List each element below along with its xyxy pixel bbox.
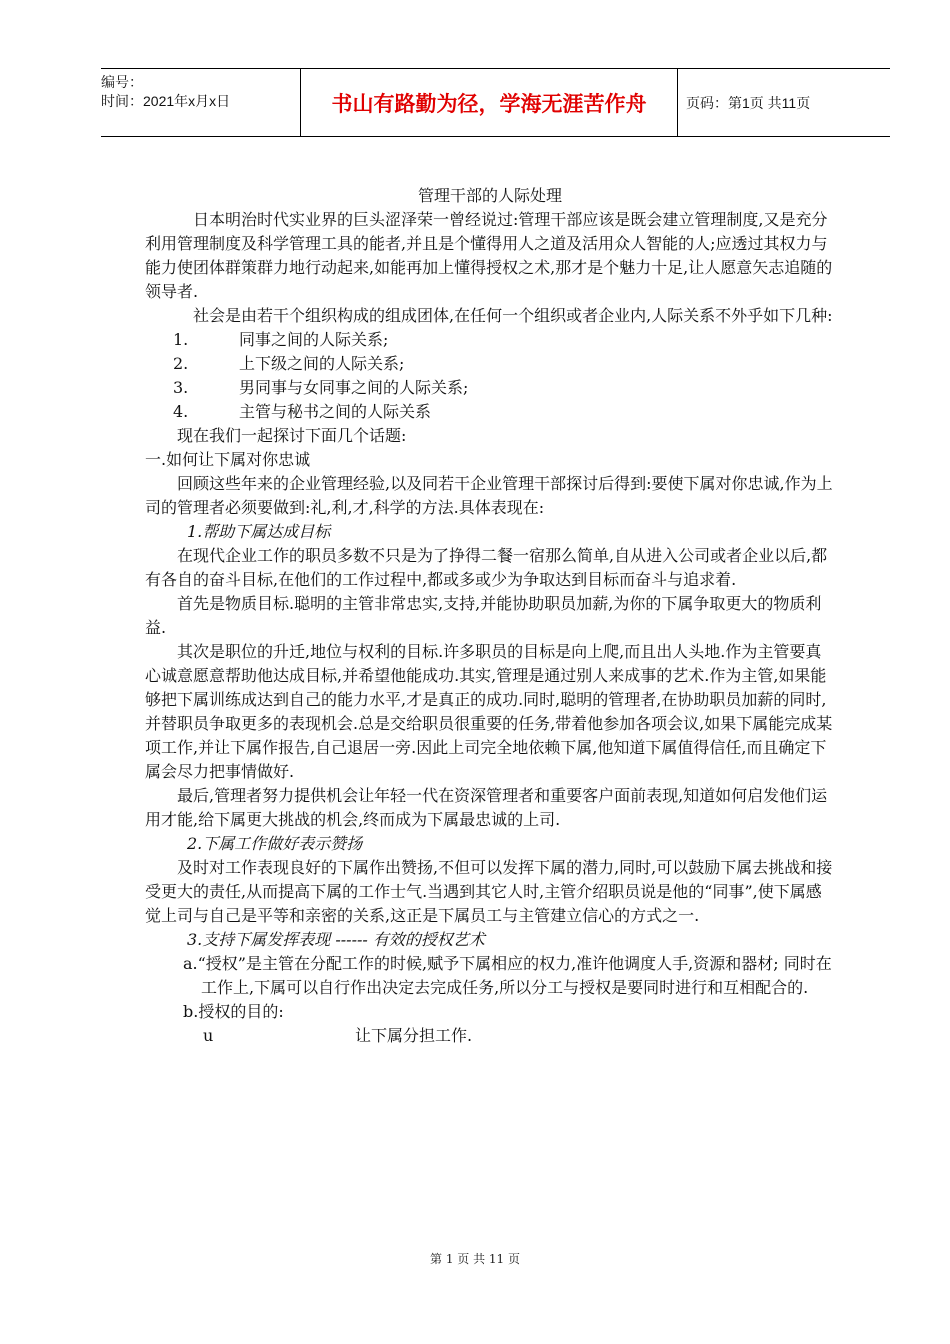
- list-item: [145, 376, 835, 400]
- list-item: [145, 352, 835, 376]
- number-label: 编号：: [101, 74, 143, 90]
- list-number: 4.: [173, 402, 189, 421]
- paragraph: 最后,管理者努力提供机会让年轻一代在资深管理者和重要客户面前表现,知道如何启发他们运用才能,给下属更大挑战的机会,终而成为下属最忠诚的上司.: [145, 786, 828, 829]
- list-item: [145, 400, 835, 424]
- list-item: [145, 328, 835, 352]
- subsection-heading: 3.支持下属发挥表现 ------ 有效的授权艺术: [187, 930, 485, 949]
- header-table: [101, 68, 890, 137]
- paragraph: 其次是职位的升迁,地位与权利的目标.许多职员的目标是向上爬,而且出人头地.作为主管要真心诚意愿意帮助他达成目标,并希望他能成功.其实,管理是通过别人来成事的艺术.作为主管,如果能够把下属训练成达到自己的能力水平,才是真正的成功.同时,聪明的管理者,在协助职员加薪的同时,并替职员争取更多的表现机会.总是交给职员很重要的任务,带着他参加各项会议,如果下属能完成某项工作,并让下属作报告,自己退居一旁.因此上司完全地依赖下属,他知道下属值得信任,而且确定下属会尽力把事情做好.: [145, 642, 833, 781]
- document-title: 管理干部的人际处理: [417, 186, 562, 205]
- list-number: 2.: [173, 354, 189, 373]
- header-slogan: 书山有路勤为径，学海无涯苦作舟: [301, 69, 678, 136]
- paragraph: 日本明治时代实业界的巨头涩泽荣一曾经说过:管理干部应该是既会建立管理制度,又是充分利用管理制度及科学管理工具的能者,并且是个懂得用人之道及活用众人智能的人;应透过其权力与能力使团体群策群力地行动起来,如能再加上懂得授权之术,那才是个魅力十足,让人愿意矢志追随的领导者.: [145, 210, 833, 301]
- time-label: 时间：2021年x月x日: [101, 93, 231, 109]
- list-number: 3.: [173, 378, 189, 397]
- bullet-item: [145, 1024, 835, 1048]
- list-text: 男同事与女同事之间的人际关系;: [239, 378, 469, 397]
- alpha-item: b.授权的目的:: [183, 1002, 284, 1021]
- paragraph: 回顾这些年来的企业管理经验,以及同若干企业管理干部探讨后得到:要使下属对你忠诚,作为上司的管理者必须要做到:礼,利,才,科学的方法.具体表现在:: [145, 474, 833, 517]
- paragraph: 首先是物质目标.聪明的主管非常忠实,支持,并能协助职员加薪,为你的下属争取更大的物质利益.: [145, 594, 822, 637]
- header-meta-cell: [101, 69, 301, 136]
- section-heading: 一.如何让下属对你忠诚: [145, 450, 311, 469]
- paragraph: 在现代企业工作的职员多数不只是为了挣得二餐一宿那么简单,自从进入公司或者企业以后,都有各自的奋斗目标,在他们的工作过程中,都或多或少为争取达到目标而奋斗与追求着.: [145, 546, 828, 589]
- bullet-mark: u: [203, 1026, 214, 1045]
- list-number: 1.: [173, 330, 189, 349]
- document-body: [145, 184, 835, 1048]
- alpha-item: a.“授权”是主管在分配工作的时候,赋予下属相应的权力,准许他调度人手,资源和器材; 同时在工作上,下属可以自行作出决定去完成任务,所以分工与授权是要同时进行和互相配合的.: [183, 954, 832, 997]
- list-text: 主管与秘书之间的人际关系: [239, 402, 432, 421]
- subsection-heading: 2.下属工作做好表示赞扬: [187, 834, 363, 853]
- paragraph: 现在我们一起探讨下面几个话题:: [177, 426, 407, 445]
- paragraph: 社会是由若干个组织构成的组成团体,在任何一个组织或者企业内,人际关系不外乎如下几种:: [193, 306, 833, 325]
- bullet-text: 让下属分担工作.: [355, 1026, 473, 1045]
- list-text: 上下级之间的人际关系;: [239, 354, 405, 373]
- list-text: 同事之间的人际关系;: [239, 330, 389, 349]
- header-page-info: 页码：第1页 共11页: [686, 94, 811, 111]
- paragraph: 及时对工作表现良好的下属作出赞扬,不但可以发挥下属的潜力,同时,可以鼓励下属去挑战和接受更大的责任,从而提高下属的工作士气.当遇到其它人时,主管介绍职员说是他的“同事”,使下属感觉上司与自己是平等和亲密的关系,这正是下属员工与主管建立信心的方式之一.: [145, 858, 833, 925]
- subsection-heading: 1.帮助下属达成目标: [187, 522, 331, 541]
- page-footer: 第 1 页 共 11 页: [430, 1252, 520, 1266]
